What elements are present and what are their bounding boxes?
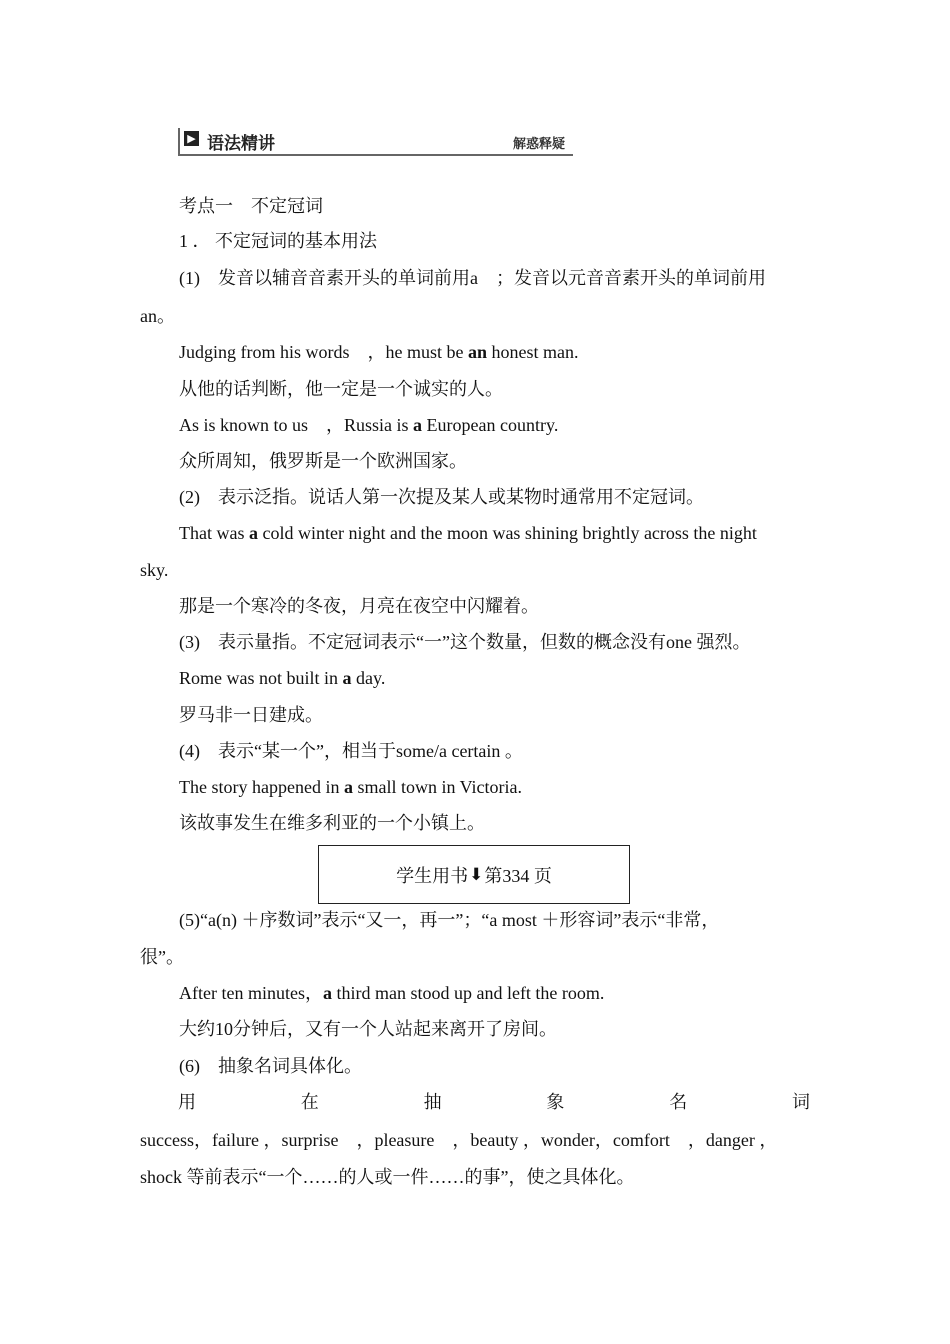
paragraph-6-spread-line xyxy=(178,1090,810,1114)
play-triangle-icon: ▶ xyxy=(184,131,199,146)
example-5 xyxy=(179,775,522,799)
example-3-translation: 那是一个寒冷的冬夜，月亮在夜空中闪耀着。 xyxy=(179,596,539,616)
example-4 xyxy=(179,666,385,690)
example-4-translation: 罗马非一日建成。 xyxy=(179,705,323,725)
spread-char: 用 xyxy=(178,1092,196,1112)
paragraph-2: (2) 表示泛指。说话人第一次提及某人或某物时通常用不定冠词。 xyxy=(179,487,704,507)
article-highlight: a xyxy=(413,415,423,435)
example-text: The story happened in xyxy=(179,777,344,797)
subsection-title: 1 ． 不定冠词的基本用法 xyxy=(179,231,377,251)
example-text: Judging from his words ，he must be xyxy=(179,342,468,362)
section-header-title: 语法精讲 xyxy=(207,134,275,154)
paragraph-5-cont: 很”。 xyxy=(140,947,184,967)
example-1 xyxy=(179,340,579,364)
example-text: day. xyxy=(351,668,386,688)
example-text: Rome was not built in xyxy=(179,668,343,688)
spread-char: 在 xyxy=(300,1092,319,1112)
down-arrow-icon: ⬇ xyxy=(469,864,484,885)
example-text: As is known to us ，Russia is xyxy=(179,415,414,435)
example-2-translation: 众所周知，俄罗斯是一个欧洲国家。 xyxy=(179,451,467,471)
example-3-cont: sky. xyxy=(140,560,169,580)
paragraph-3: (3) 表示量指。不定冠词表示“一”这个数量，但数的概念没有one 强烈。 xyxy=(179,632,751,652)
paragraph-6: (6) 抽象名词具体化。 xyxy=(179,1056,362,1076)
section-header-subtitle: 解惑释疑 xyxy=(512,137,565,152)
spread-char: 名 xyxy=(669,1092,688,1112)
article-highlight: an xyxy=(467,342,487,362)
example-3 xyxy=(179,521,757,545)
section-title: 考点一 不定冠词 xyxy=(179,196,323,216)
example-text: honest man. xyxy=(487,342,579,362)
page-reference-box xyxy=(318,845,630,904)
paragraph-1-cont: an。 xyxy=(140,306,175,326)
page-reference-label: 学生用书 xyxy=(396,865,469,886)
example-text: That was xyxy=(179,523,249,543)
paragraph-4: (4) 表示“某一个”，相当于some/a certain 。 xyxy=(179,741,523,761)
paragraph-6-cont: shock 等前表示“一个……的人或一件……的事”，使之具体化。 xyxy=(140,1167,635,1187)
page-reference-number: 第334 页 xyxy=(484,865,552,886)
spread-char: 词 xyxy=(791,1092,810,1112)
article-highlight: a xyxy=(342,668,352,688)
example-text: small town in Victoria. xyxy=(352,777,523,797)
article-highlight: a xyxy=(322,983,332,1003)
example-5-translation: 该故事发生在维多利亚的一个小镇上。 xyxy=(179,813,485,833)
example-2 xyxy=(179,413,558,437)
example-text: After ten minutes， xyxy=(179,983,323,1003)
section-header xyxy=(178,128,573,156)
paragraph-1: (1) 发音以辅音音素开头的单词前用a ；发音以元音音素开头的单词前用 xyxy=(179,268,766,288)
example-1-translation: 从他的话判断，他一定是一个诚实的人。 xyxy=(179,379,503,399)
example-text: third man stood up and left the room. xyxy=(331,983,605,1003)
paragraph-5: (5)“a(n) ＋序数词”表示“又一，再一”；“a most ＋形容词”表示“非常， xyxy=(179,910,720,930)
paragraph-6-word-list: success，failure ，surprise ，pleasure ，beauty ，wonder，comfort ，danger ， xyxy=(140,1130,778,1150)
example-6 xyxy=(179,981,604,1005)
article-highlight: a xyxy=(248,523,258,543)
example-text: European country. xyxy=(422,415,559,435)
spread-char: 象 xyxy=(546,1092,565,1112)
article-highlight: a xyxy=(343,777,353,797)
example-6-translation: 大约10分钟后，又有一个人站起来离开了房间。 xyxy=(179,1019,557,1039)
example-text: cold winter night and the moon was shining brightly across the night xyxy=(257,523,757,543)
spread-char: 抽 xyxy=(423,1092,442,1112)
